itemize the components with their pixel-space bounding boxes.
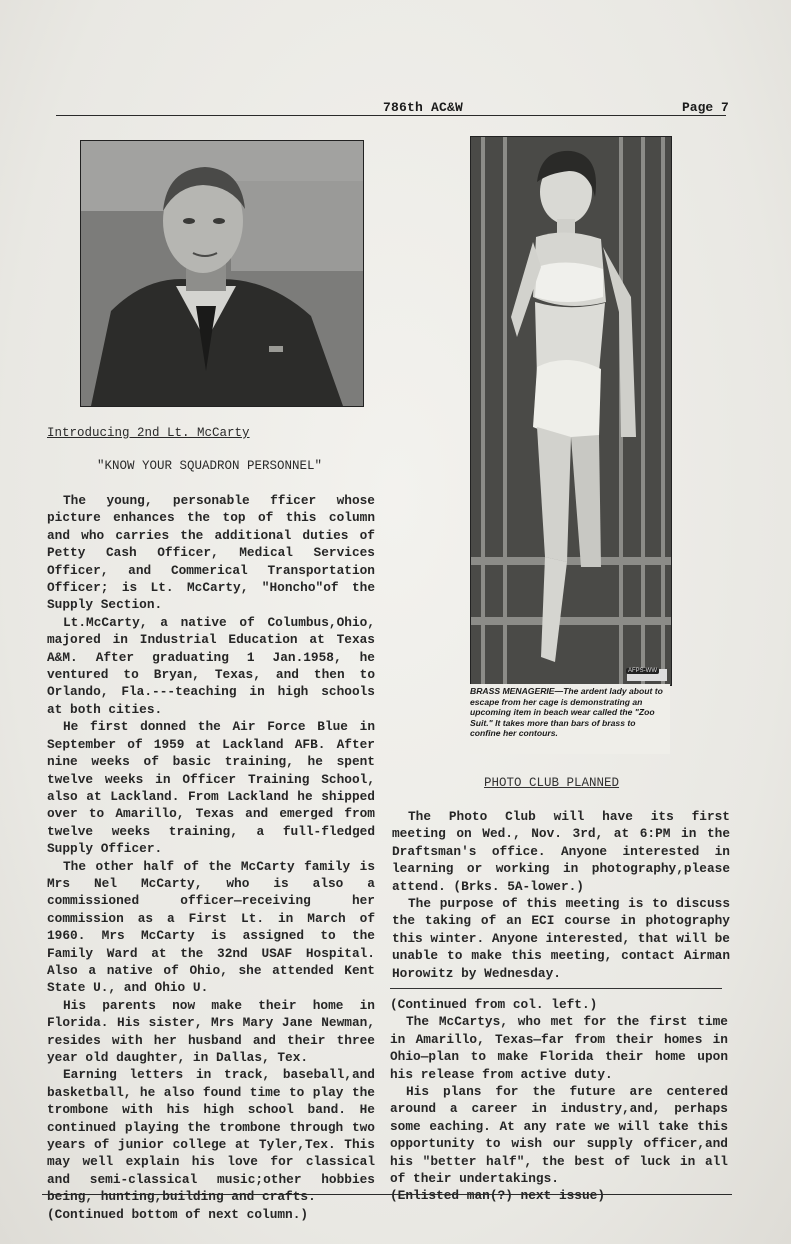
article-paragraph: Earning letters in track, baseball,and basketball, he also found time to play the trombone with his high school band. He continued playing the trombone through two years of junior college at Tyler,Tex. This may well explain his love for classical and semi-classical music;other hobbies being, hunting,building and crafts. bbox=[47, 1067, 375, 1205]
article-paragraph: He first donned the Air Force Blue in September of 1959 at Lackland AFB. After nine weeks of basic training, he spent twelve weeks in Officer Training School, also at Lackland. From Lackland he shipped over to Amarillo, Texas and emerged from twelve weeks training, a full-fledged Supply Officer. bbox=[47, 719, 375, 857]
continuation-label: (Continued from col. left.) bbox=[390, 997, 598, 1012]
article-paragraph: The other half of the McCarty family is Mrs Nel McCarty, who is also a commissioned officer—receiving her commission as a First Lt. in March of 1960. Mrs McCarty is assigned to the Family Ward at the 32nd USAF Hospital. Also a native of Ohio, she attended Kent State U., and Ohio U. bbox=[47, 858, 375, 996]
article-heading: "KNOW YOUR SQUADRON PERSONNEL" bbox=[97, 459, 323, 473]
newsletter-title: 786th AC&W bbox=[383, 100, 464, 115]
photo-club-body bbox=[392, 808, 730, 982]
header-divider bbox=[56, 115, 726, 116]
article-continued-note: (Continued bottom of next column.) bbox=[47, 1206, 309, 1222]
portrait-photo-icon bbox=[81, 141, 363, 406]
article-paragraph: His parents now make their home in Florida. His sister, Mrs Mary Jane Newman, resides with her husband and their three year old daughter, in Dallas, Tex. bbox=[47, 997, 375, 1065]
bathing-suit-photo bbox=[470, 136, 672, 686]
article-body bbox=[47, 492, 375, 1223]
page-number: Page 7 bbox=[682, 100, 729, 115]
article-intro: Introducing 2nd Lt. McCarty bbox=[47, 426, 250, 440]
section-divider bbox=[390, 988, 722, 989]
article-paragraph: Lt.McCarty, a native of Columbus,Ohio, majored in Industrial Education at Texas A&M. After graduating 1 Jan.1958, he ventured to Bryan, Texas, and then to Orlando, Fla.---teaching in high schools at both cities. bbox=[47, 614, 375, 717]
photo-caption bbox=[470, 684, 670, 754]
photo-club-title: PHOTO CLUB PLANNED bbox=[484, 776, 620, 790]
photo-club-paragraph: The Photo Club will have its first meeting on Wed., Nov. 3rd, at 6:PM in the Draftsman's office. Anyone interested in learning or working in photography,please attend. (Brks. 5A-lower.) bbox=[392, 809, 730, 894]
caption-lead: BRASS MENAGERIE bbox=[470, 686, 555, 696]
continuation-footer: (Enlisted man(?) next issue) bbox=[390, 1188, 606, 1204]
photo-credit-tag: AFPS-WW bbox=[628, 668, 657, 674]
continuation-paragraph: His plans for the future are centered around a career in industry,and, perhaps some eaching. At any rate we will take this opportunity to wish our supply officer,and his "better half", the best of luck in all of their undertakings. bbox=[390, 1084, 728, 1187]
article-paragraph: The young, personable fficer whose picture enhances the top of this column and who carries the additional duties of Petty Cash Officer, Medical Services Officer, and Commerical Transportation Officer; is Lt. McCarty, "Honcho"of the Supply Section. bbox=[47, 493, 375, 613]
portrait-photo bbox=[80, 140, 364, 407]
continuation-paragraph: The McCartys, who met for the first time in Amarillo, Texas—far from their homes in Ohio—plan to make Florida their home upon his release from active duty. bbox=[390, 1014, 728, 1082]
photo-club-paragraph: The purpose of this meeting is to discuss the taking of an ECI course in photography this winter. Anyone interested, that will be unable to make this meeting, contact Airman Horowitz by Wednesday. bbox=[392, 896, 730, 981]
footer-divider bbox=[42, 1194, 732, 1195]
caption-text: —The ardent lady about to escape from her cage is demonstrating an upcoming item in beach wear called the "Zoo Suit." It takes more than bars of brass to confine her contours. bbox=[470, 686, 663, 739]
continuation-body bbox=[390, 996, 728, 1205]
bathing-suit-photo-icon bbox=[471, 137, 671, 685]
